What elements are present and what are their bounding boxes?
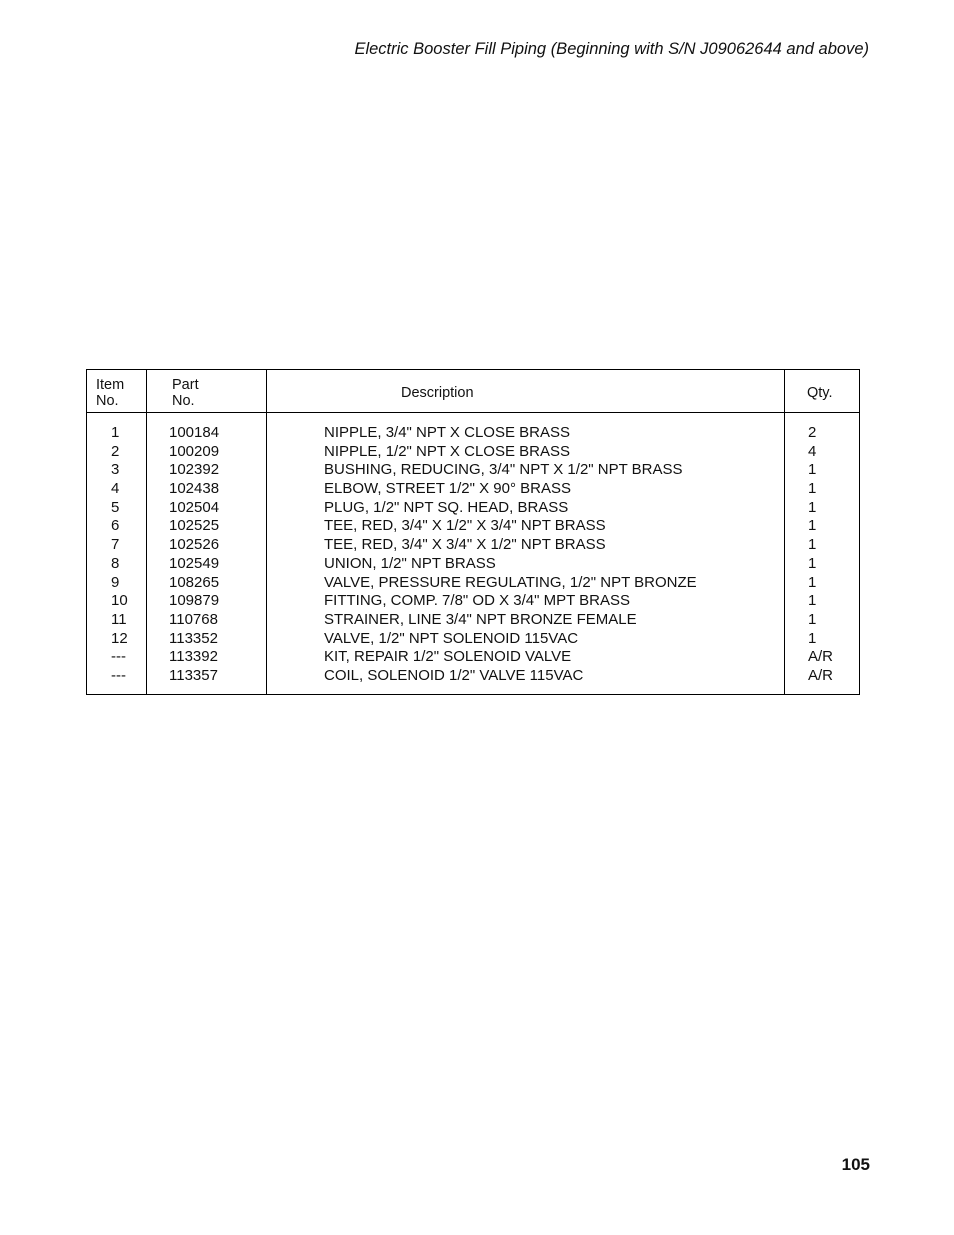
quantity: 1 [808, 554, 817, 572]
table-row [87, 592, 859, 611]
table-row [87, 667, 859, 686]
table-row [87, 555, 859, 574]
item-number: 8 [111, 554, 120, 572]
table-row [87, 461, 859, 480]
part-description: NIPPLE, 1/2" NPT X CLOSE BRASS [324, 442, 570, 460]
quantity: 1 [808, 498, 817, 516]
quantity: 1 [808, 629, 817, 647]
header-divider [87, 412, 859, 413]
part-number: 109879 [169, 592, 220, 610]
item-number: 12 [111, 629, 128, 647]
part-number: 102504 [169, 498, 220, 516]
part-number: 102526 [169, 536, 220, 554]
part-number: 113392 [169, 648, 218, 666]
part-number: 100209 [169, 442, 220, 460]
part-number: 102549 [169, 554, 220, 572]
quantity: 1 [808, 461, 817, 479]
table-row [87, 536, 859, 555]
part-description: COIL, SOLENOID 1/2" VALVE 115VAC [324, 666, 584, 684]
table-row [87, 648, 859, 667]
table-row [87, 499, 859, 518]
column-header-qty: Qty. [807, 385, 833, 401]
part-description: TEE, RED, 3/4" X 1/2" X 3/4" NPT BRASS [324, 517, 606, 535]
quantity: A/R [808, 666, 834, 684]
part-description: PLUG, 1/2" NPT SQ. HEAD, BRASS [324, 498, 569, 516]
quantity: 1 [808, 573, 817, 591]
part-description: ELBOW, STREET 1/2" X 90° BRASS [324, 480, 571, 498]
quantity: 1 [808, 592, 817, 610]
part-number: 110768 [169, 610, 218, 628]
item-number: 1 [111, 424, 120, 441]
column-header-description: Description [401, 385, 474, 401]
part-description: BUSHING, REDUCING, 3/4" NPT X 1/2" NPT BRASS [324, 461, 683, 479]
table-row [87, 443, 859, 462]
column-header-item-no: Item No. [96, 377, 125, 409]
column-header-part-no: Part No. [172, 377, 199, 409]
parts-table [86, 369, 860, 695]
item-number: 3 [111, 461, 120, 479]
item-number: 10 [111, 592, 128, 610]
part-description: NIPPLE, 3/4" NPT X CLOSE BRASS [324, 424, 570, 441]
table-row [87, 480, 859, 499]
quantity: 1 [808, 480, 817, 498]
part-description: UNION, 1/2" NPT BRASS [324, 554, 496, 572]
table-row [87, 611, 859, 630]
part-description: STRAINER, LINE 3/4" NPT BRONZE FEMALE [324, 610, 637, 628]
quantity: A/R [808, 648, 834, 666]
quantity: 1 [808, 610, 817, 628]
page-number: 105 [841, 1155, 870, 1174]
quantity: 2 [808, 424, 817, 441]
page-title: Electric Booster Fill Piping (Beginning with S/N J09062644 and above) [354, 40, 869, 58]
item-number: 4 [111, 480, 120, 498]
item-number: 2 [111, 442, 120, 460]
item-number: 7 [111, 536, 120, 554]
part-number: 102525 [169, 517, 220, 535]
table-row [87, 574, 859, 593]
part-number: 100184 [169, 424, 220, 441]
table-row [87, 630, 859, 649]
part-description: FITTING, COMP. 7/8" OD X 3/4" MPT BRASS [324, 592, 630, 610]
part-description: TEE, RED, 3/4" X 3/4" X 1/2" NPT BRASS [324, 536, 606, 554]
quantity: 1 [808, 536, 817, 554]
item-number: 11 [111, 610, 127, 628]
table-body [87, 424, 859, 686]
item-number: 9 [111, 573, 120, 591]
part-description: VALVE, 1/2" NPT SOLENOID 115VAC [324, 629, 579, 647]
quantity: 1 [808, 517, 817, 535]
part-number: 102392 [169, 461, 220, 479]
part-description: KIT, REPAIR 1/2" SOLENOID VALVE [324, 648, 572, 666]
quantity: 4 [808, 442, 817, 460]
item-number: --- [111, 666, 126, 684]
part-number: 102438 [169, 480, 220, 498]
table-row [87, 517, 859, 536]
item-number: 5 [111, 498, 120, 516]
table-row [87, 424, 859, 443]
part-number: 113352 [169, 629, 218, 647]
part-number: 113357 [169, 666, 218, 684]
item-number: --- [111, 648, 126, 666]
item-number: 6 [111, 517, 120, 535]
part-number: 108265 [169, 573, 220, 591]
part-description: VALVE, PRESSURE REGULATING, 1/2" NPT BRONZE [324, 573, 697, 591]
